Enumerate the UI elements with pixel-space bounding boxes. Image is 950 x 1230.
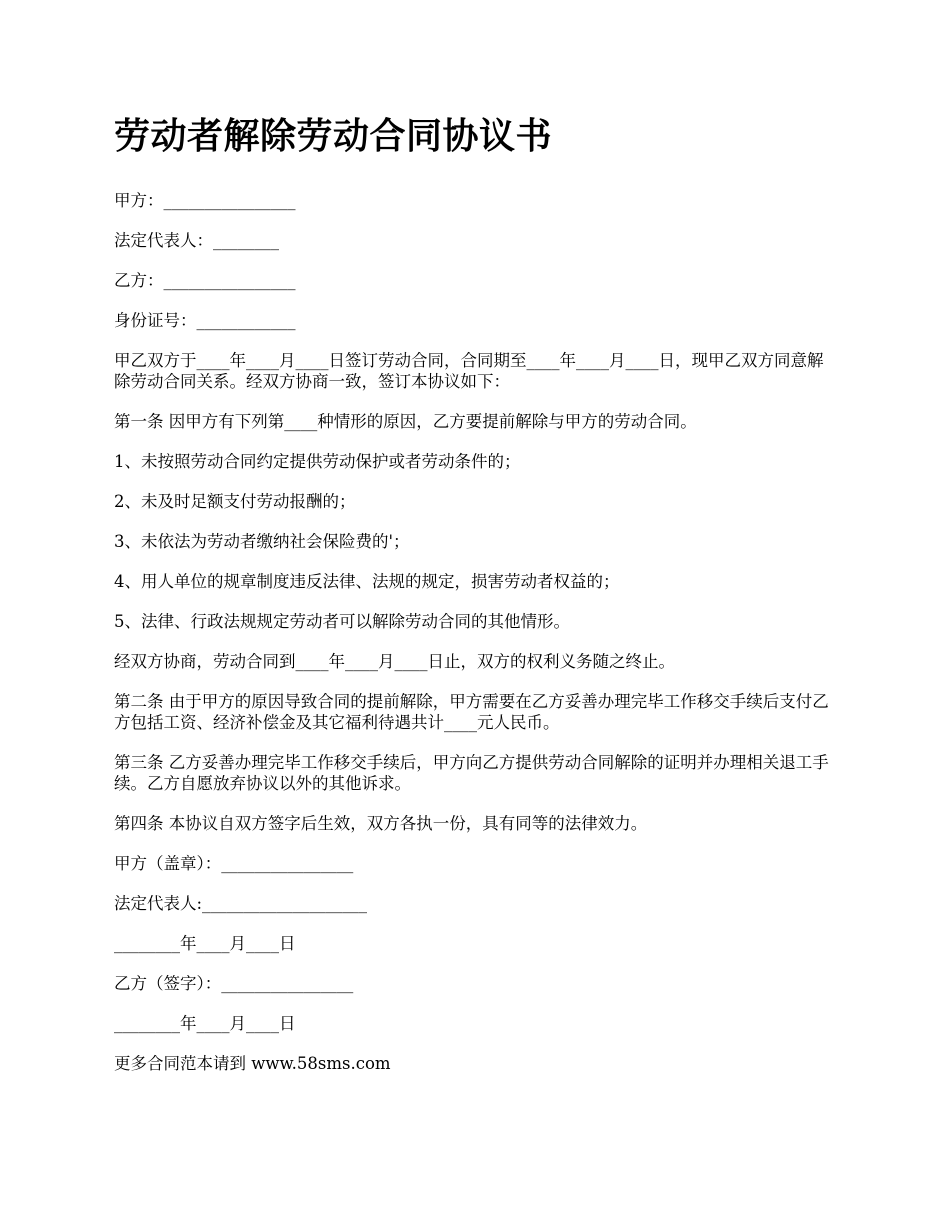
party-a-line: 甲方：________________: [114, 191, 296, 210]
party-a-seal-line: 甲方（盖章）：________________: [114, 854, 354, 873]
termination-date-paragraph: 经双方协商，劳动合同到____年____月____日止，双方的权利义务随之终止。: [114, 652, 675, 671]
article-2: 第二条 由于甲方的原因导致合同的提前解除，甲方需要在乙方妥善办理完毕工作移交手续后支付乙方包括工资、经济补偿金及其它福利待遇共计____元人民币。: [114, 692, 829, 732]
legal-representative-line: 法定代表人：________: [114, 231, 279, 250]
party-b-line: 乙方：________________: [114, 271, 296, 290]
footer-note: 更多合同范本请到 www.58sms.com: [114, 1054, 391, 1073]
article-4: 第四条 本协议自双方签字后生效，双方各执一份，具有同等的法律效力。: [114, 814, 648, 833]
party-b-signature-line: 乙方（签字）：________________: [114, 974, 354, 993]
legal-representative-signature-line: 法定代表人:____________________: [114, 894, 368, 913]
article-1-item-2: 2、未及时足额支付劳动报酬的；: [114, 492, 356, 511]
id-number-line: 身份证号：____________: [114, 311, 296, 330]
party-a-date-line: ________年____月____日: [114, 934, 296, 953]
article-1-item-5: 5、法律、行政法规规定劳动者可以解除劳动合同的其他情形。: [114, 612, 570, 631]
document-page: [114, 112, 834, 1093]
intro-paragraph: 甲乙双方于____年____月____日签订劳动合同，合同期至____年____月____日，现甲乙双方同意解除劳动合同关系。经双方协商一致，签订本协议如下：: [114, 351, 824, 391]
article-3: 第三条 乙方妥善办理完毕工作移交手续后，甲方向乙方提供劳动合同解除的证明并办理相关退工手续。乙方自愿放弃协议以外的其他诉求。: [114, 753, 829, 793]
party-b-date-line: ________年____月____日: [114, 1014, 296, 1033]
document-title: 劳动者解除劳动合同协议书: [114, 115, 553, 157]
article-1: 第一条 因甲方有下列第____种情形的原因，乙方要提前解除与甲方的劳动合同。: [114, 412, 697, 431]
article-1-item-3: 3、未依法为劳动者缴纳社会保险费的'；: [114, 532, 410, 551]
article-1-item-1: 1、未按照劳动合同约定提供劳动保护或者劳动条件的；: [114, 452, 521, 471]
article-1-item-4: 4、用人单位的规章制度违反法律、法规的规定，损害劳动者权益的；: [114, 572, 620, 591]
